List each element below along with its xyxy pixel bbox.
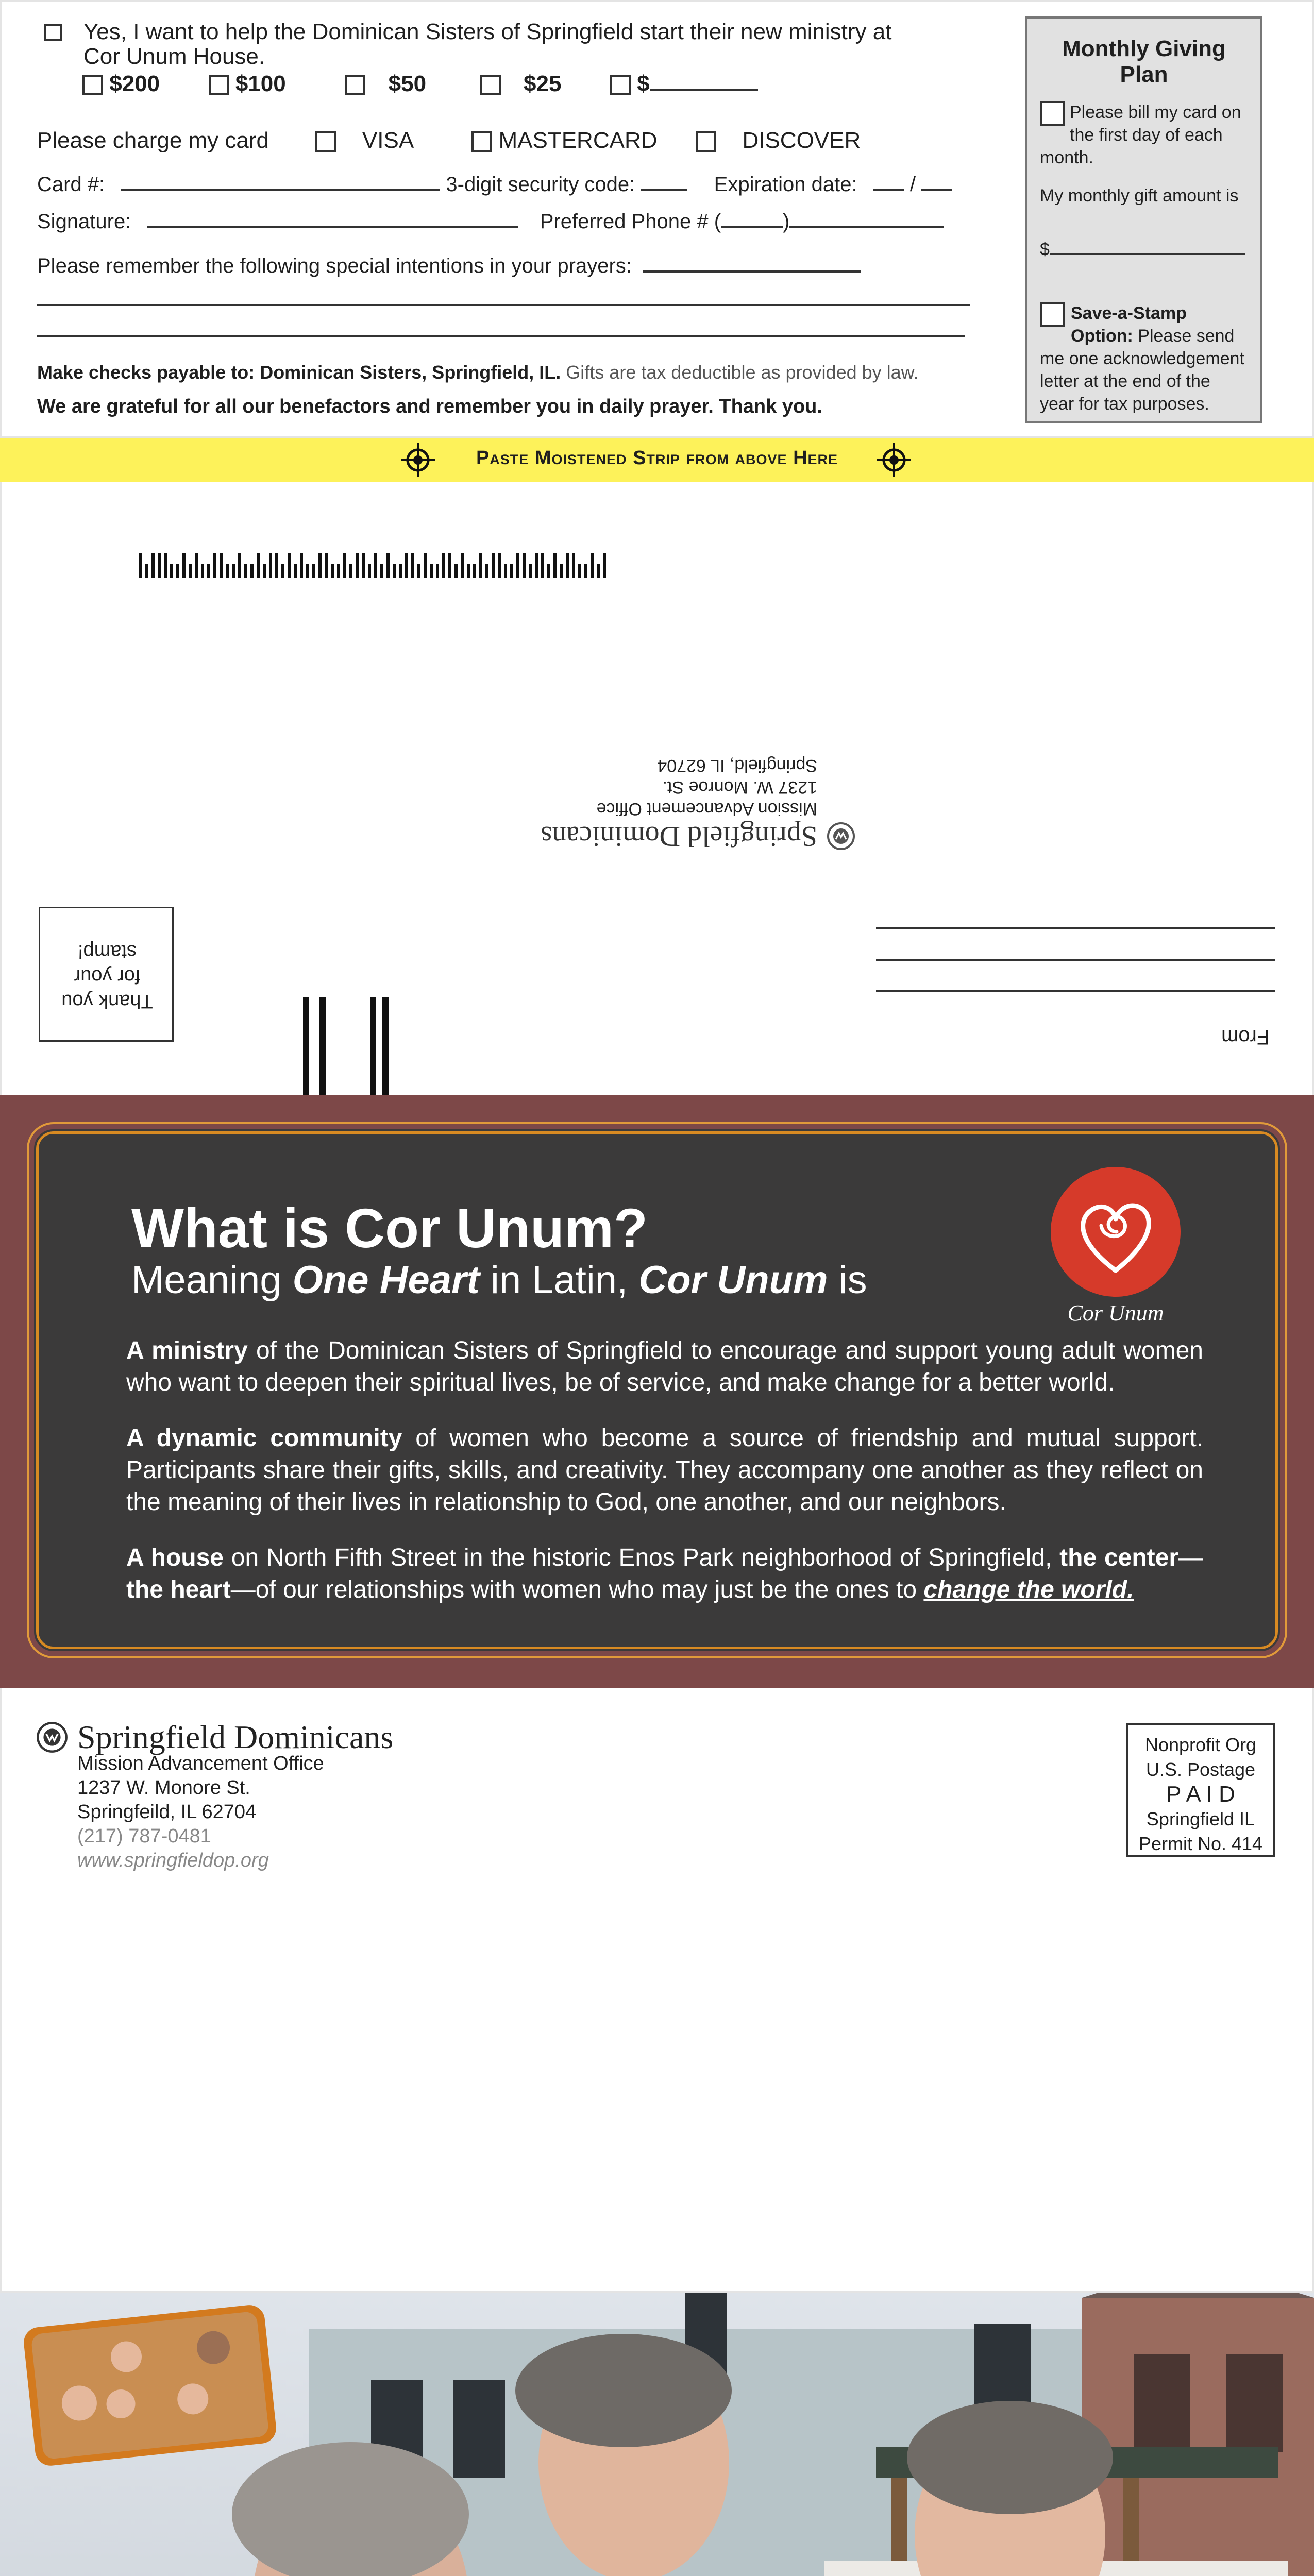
cor-unum-logo-label: Cor Unum [1067, 1300, 1164, 1326]
amount-200-label: $200 [109, 71, 160, 96]
barcode-bar [176, 564, 179, 578]
barcode-bar [238, 553, 241, 578]
expiration-label: Expiration date: [714, 173, 857, 196]
stamp-box [39, 907, 174, 1042]
barcode-bar [547, 564, 550, 578]
barcode-bar [220, 553, 223, 578]
barcode-bar [201, 564, 204, 578]
discover-label: DISCOVER [742, 128, 861, 153]
paste-strip [0, 438, 1314, 482]
barcode-bar [331, 564, 334, 578]
save-stamp-checkbox[interactable] [1040, 302, 1065, 327]
return-org-name: Springfield Dominicans [77, 1719, 394, 1755]
discover-checkbox[interactable] [696, 131, 716, 152]
charge-label: Please charge my card [37, 128, 269, 153]
barcode-bar [386, 553, 390, 578]
monthly-giving-title: Monthly Giving Plan [1062, 36, 1226, 87]
bill-monthly-text: Please bill my card on the first day of each month. [1040, 101, 1248, 169]
barcode-bar [417, 564, 420, 578]
barcode-bar [454, 564, 458, 578]
barcode-bar [529, 564, 532, 578]
barcode-bar [535, 553, 538, 578]
barcode-bar [461, 553, 464, 578]
card-number-field[interactable] [121, 189, 440, 191]
expiration-separator: / [909, 173, 916, 196]
barcode-bar [189, 564, 192, 578]
amount-25-label: $25 [524, 71, 562, 96]
return-street: 1237 W. Monore St. [77, 1777, 250, 1799]
visa-checkbox[interactable] [315, 131, 336, 152]
barcode-bar [498, 553, 501, 578]
cor-unum-heading: What is Cor Unum? [131, 1197, 648, 1259]
checks-payable: Make checks payable to: Dominican Sisters, Springfield, IL. Gifts are tax deductible as provided by law. [37, 362, 919, 383]
intentions-field-2[interactable] [37, 304, 970, 306]
barcode-bar [288, 553, 291, 578]
community-paragraph: A dynamic community of women who become a source of friendship and mutual support. Participants share their gifts, skills, and creativity. They accompany one another as they reflect on the meaning of their lives in relationship to God, one another, and our neighbors. [126, 1425, 1204, 1516]
barcode-bar [467, 564, 470, 578]
barcode-bar [300, 553, 303, 578]
card-type-row [37, 128, 861, 154]
monthly-amount-row: $ [1040, 238, 1248, 261]
from-label: From [1221, 1026, 1270, 1048]
save-stamp-text: Save-a-Stamp Option: Please send me one acknowledgement letter at the end of the year for tax purposes. [1040, 302, 1248, 415]
paste-strip-text: Paste Moistened Strip from above Here [476, 447, 838, 469]
amount-100-checkbox[interactable] [209, 75, 229, 95]
signature-field[interactable] [147, 226, 518, 228]
barcode-bar [356, 553, 359, 578]
barcode-bar [362, 553, 365, 578]
fim-bar [370, 997, 376, 1095]
mastercard-label: MASTERCARD [498, 128, 658, 153]
fim-bar [303, 997, 309, 1095]
barcode-bar [325, 553, 328, 578]
visa-label: VISA [362, 128, 413, 153]
amount-50-label: $50 [388, 71, 427, 96]
barcode-bar [541, 553, 544, 578]
change-world-link: change the world. [923, 1576, 1134, 1603]
dominican-seal-icon [827, 822, 855, 851]
reply-org-name: Springfield Dominicans [541, 820, 817, 852]
return-website: www.springfieldop.org [77, 1850, 269, 1871]
cor-unum-panel [36, 1131, 1278, 1649]
barcode-bar [195, 553, 198, 578]
mastercard-checkbox[interactable] [471, 131, 492, 152]
return-city: Springfeild, IL 62704 [77, 1801, 257, 1823]
barcode-bar [374, 553, 377, 578]
barcode-bar [306, 564, 309, 578]
barcode-bar [281, 564, 284, 578]
barcode-bar [591, 553, 594, 578]
barcode-bar [393, 564, 396, 578]
security-code-label: 3-digit security code: [446, 173, 635, 196]
barcode-bar [479, 553, 482, 578]
barcode-bar [170, 564, 173, 578]
barcode-bar [430, 564, 433, 578]
phone-area-field[interactable] [721, 226, 783, 228]
barcode-bar [405, 553, 408, 578]
barcode-bar [448, 553, 451, 578]
postage-permit: Nonprofit Org U.S. Postage P A I D Springfield IL Permit No. 414 [1126, 1723, 1275, 1857]
ministry-paragraph: A ministry of the Dominican Sisters of Springfield to encourage and support young adult women who want to deepen their spiritual lives, be of service, and make change for a better world. [126, 1337, 1203, 1396]
intentions-label: Please remember the following special intentions in your prayers: [37, 255, 632, 277]
barcode-bar [164, 553, 167, 578]
sisters-photo-illustration [0, 2293, 1314, 2576]
expiration-month-field[interactable] [873, 189, 904, 191]
sisters-photo [0, 2293, 1314, 2576]
return-office: Mission Advancement Office [77, 1753, 324, 1774]
from-line-2[interactable] [876, 959, 1275, 961]
barcode-bar [578, 564, 581, 578]
barcode-bar [343, 553, 346, 578]
barcode-bar [318, 553, 322, 578]
fim-bar [382, 997, 389, 1095]
amount-25-checkbox[interactable] [480, 75, 501, 95]
barcode-bar [368, 564, 371, 578]
monthly-amount-field[interactable] [1050, 253, 1245, 255]
barcode-bar [485, 564, 488, 578]
signature-row [37, 210, 944, 233]
barcode-bar [424, 553, 427, 578]
barcode-bar [151, 553, 155, 578]
barcode-bar [312, 564, 315, 578]
bill-monthly-checkbox[interactable] [1040, 101, 1065, 126]
postal-barcode [139, 551, 613, 582]
barcode-bar [337, 564, 340, 578]
amount-200-checkbox[interactable] [82, 75, 103, 95]
amount-options [82, 71, 758, 97]
barcode-bar [207, 564, 210, 578]
barcode-bar [213, 553, 216, 578]
barcode-bar [145, 564, 148, 578]
barcode-bar [349, 564, 352, 578]
signature-label: Signature: [37, 210, 131, 233]
pledge-text: Yes, I want to help the Dominican Sisters of Springfield start their new ministry at Cor Unum House. [83, 19, 892, 69]
amount-other-field[interactable] [650, 89, 758, 91]
barcode-bar [275, 553, 278, 578]
intentions-field-1[interactable] [643, 270, 861, 273]
reply-office: Mission Advancement Office [596, 799, 817, 819]
barcode-bar [566, 553, 569, 578]
barcode-bar [244, 564, 247, 578]
dominican-seal-icon [36, 1721, 68, 1753]
barcode-bar [492, 553, 495, 578]
barcode-bar [442, 553, 445, 578]
reply-street: 1237 W. Monroe St. [662, 777, 817, 797]
monthly-giving-box [1025, 16, 1262, 423]
phone-label: Preferred Phone # ( [540, 210, 721, 233]
monthly-gift-text: My monthly gift amount is [1040, 186, 1239, 206]
stamp-box-text: Thank you for your stamp! [61, 941, 153, 1012]
barcode-bar [572, 553, 575, 578]
barcode-bar [436, 564, 439, 578]
barcode-bar [158, 553, 161, 578]
barcode-bar [232, 564, 235, 578]
amount-100-label: $100 [235, 71, 286, 96]
amount-other-checkbox[interactable] [610, 75, 631, 95]
security-code-field[interactable] [641, 189, 687, 191]
barcode-bar [510, 564, 513, 578]
barcode-bar [523, 553, 526, 578]
phone-close: ) [783, 210, 790, 233]
card-number-label: Card #: [37, 173, 105, 196]
barcode-bar [294, 564, 297, 578]
cor-unum-section [0, 1095, 1314, 1688]
from-line-3[interactable] [876, 990, 1275, 992]
grateful-text: We are grateful for all our benefactors and remember you in daily prayer. Thank you. [37, 396, 822, 417]
heart-logo-icon [1049, 1165, 1183, 1299]
barcode-bar [226, 564, 229, 578]
barcode-bar [257, 553, 260, 578]
barcode-bar [584, 564, 587, 578]
barcode-bar [504, 564, 507, 578]
barcode-bar [380, 564, 383, 578]
barcode-bar [182, 553, 186, 578]
reply-address [505, 750, 855, 853]
return-address-header [36, 1718, 393, 1756]
barcode-bar [597, 564, 600, 578]
barcode-bar [516, 553, 519, 578]
barcode-bar [553, 553, 557, 578]
reply-city: Springfield, IL 62704 [657, 756, 817, 775]
barcode-bar [560, 564, 563, 578]
barcode-bar [263, 564, 266, 578]
intentions-row [37, 255, 861, 278]
return-address [77, 1752, 324, 1873]
barcode-bar [399, 564, 402, 578]
intentions-field-3[interactable] [37, 335, 965, 337]
amount-50-checkbox[interactable] [345, 75, 365, 95]
barcode-bar [139, 553, 142, 578]
barcode-bar [411, 553, 414, 578]
fim-bar [319, 997, 326, 1095]
house-paragraph: A house on North Fifth Street in the historic Enos Park neighborhood of Springfield, the center—the heart—of our relationships with women who may just be the ones to change the world. [126, 1544, 1204, 1603]
expiration-year-field[interactable] [921, 189, 952, 191]
amount-other-label: $ [637, 71, 650, 96]
phone-number-field[interactable] [789, 226, 944, 228]
cor-unum-subheading: Meaning One Heart in Latin, Cor Unum is [131, 1258, 867, 1302]
from-line-1[interactable] [876, 927, 1275, 929]
return-phone: (217) 787-0481 [77, 1825, 211, 1847]
crosshair-icon [876, 442, 912, 478]
barcode-bar [473, 564, 476, 578]
barcode-bar [250, 564, 254, 578]
barcode-bar [269, 553, 272, 578]
card-details-row [37, 173, 952, 196]
pledge-checkbox[interactable] [44, 24, 62, 41]
barcode-bar [603, 553, 606, 578]
